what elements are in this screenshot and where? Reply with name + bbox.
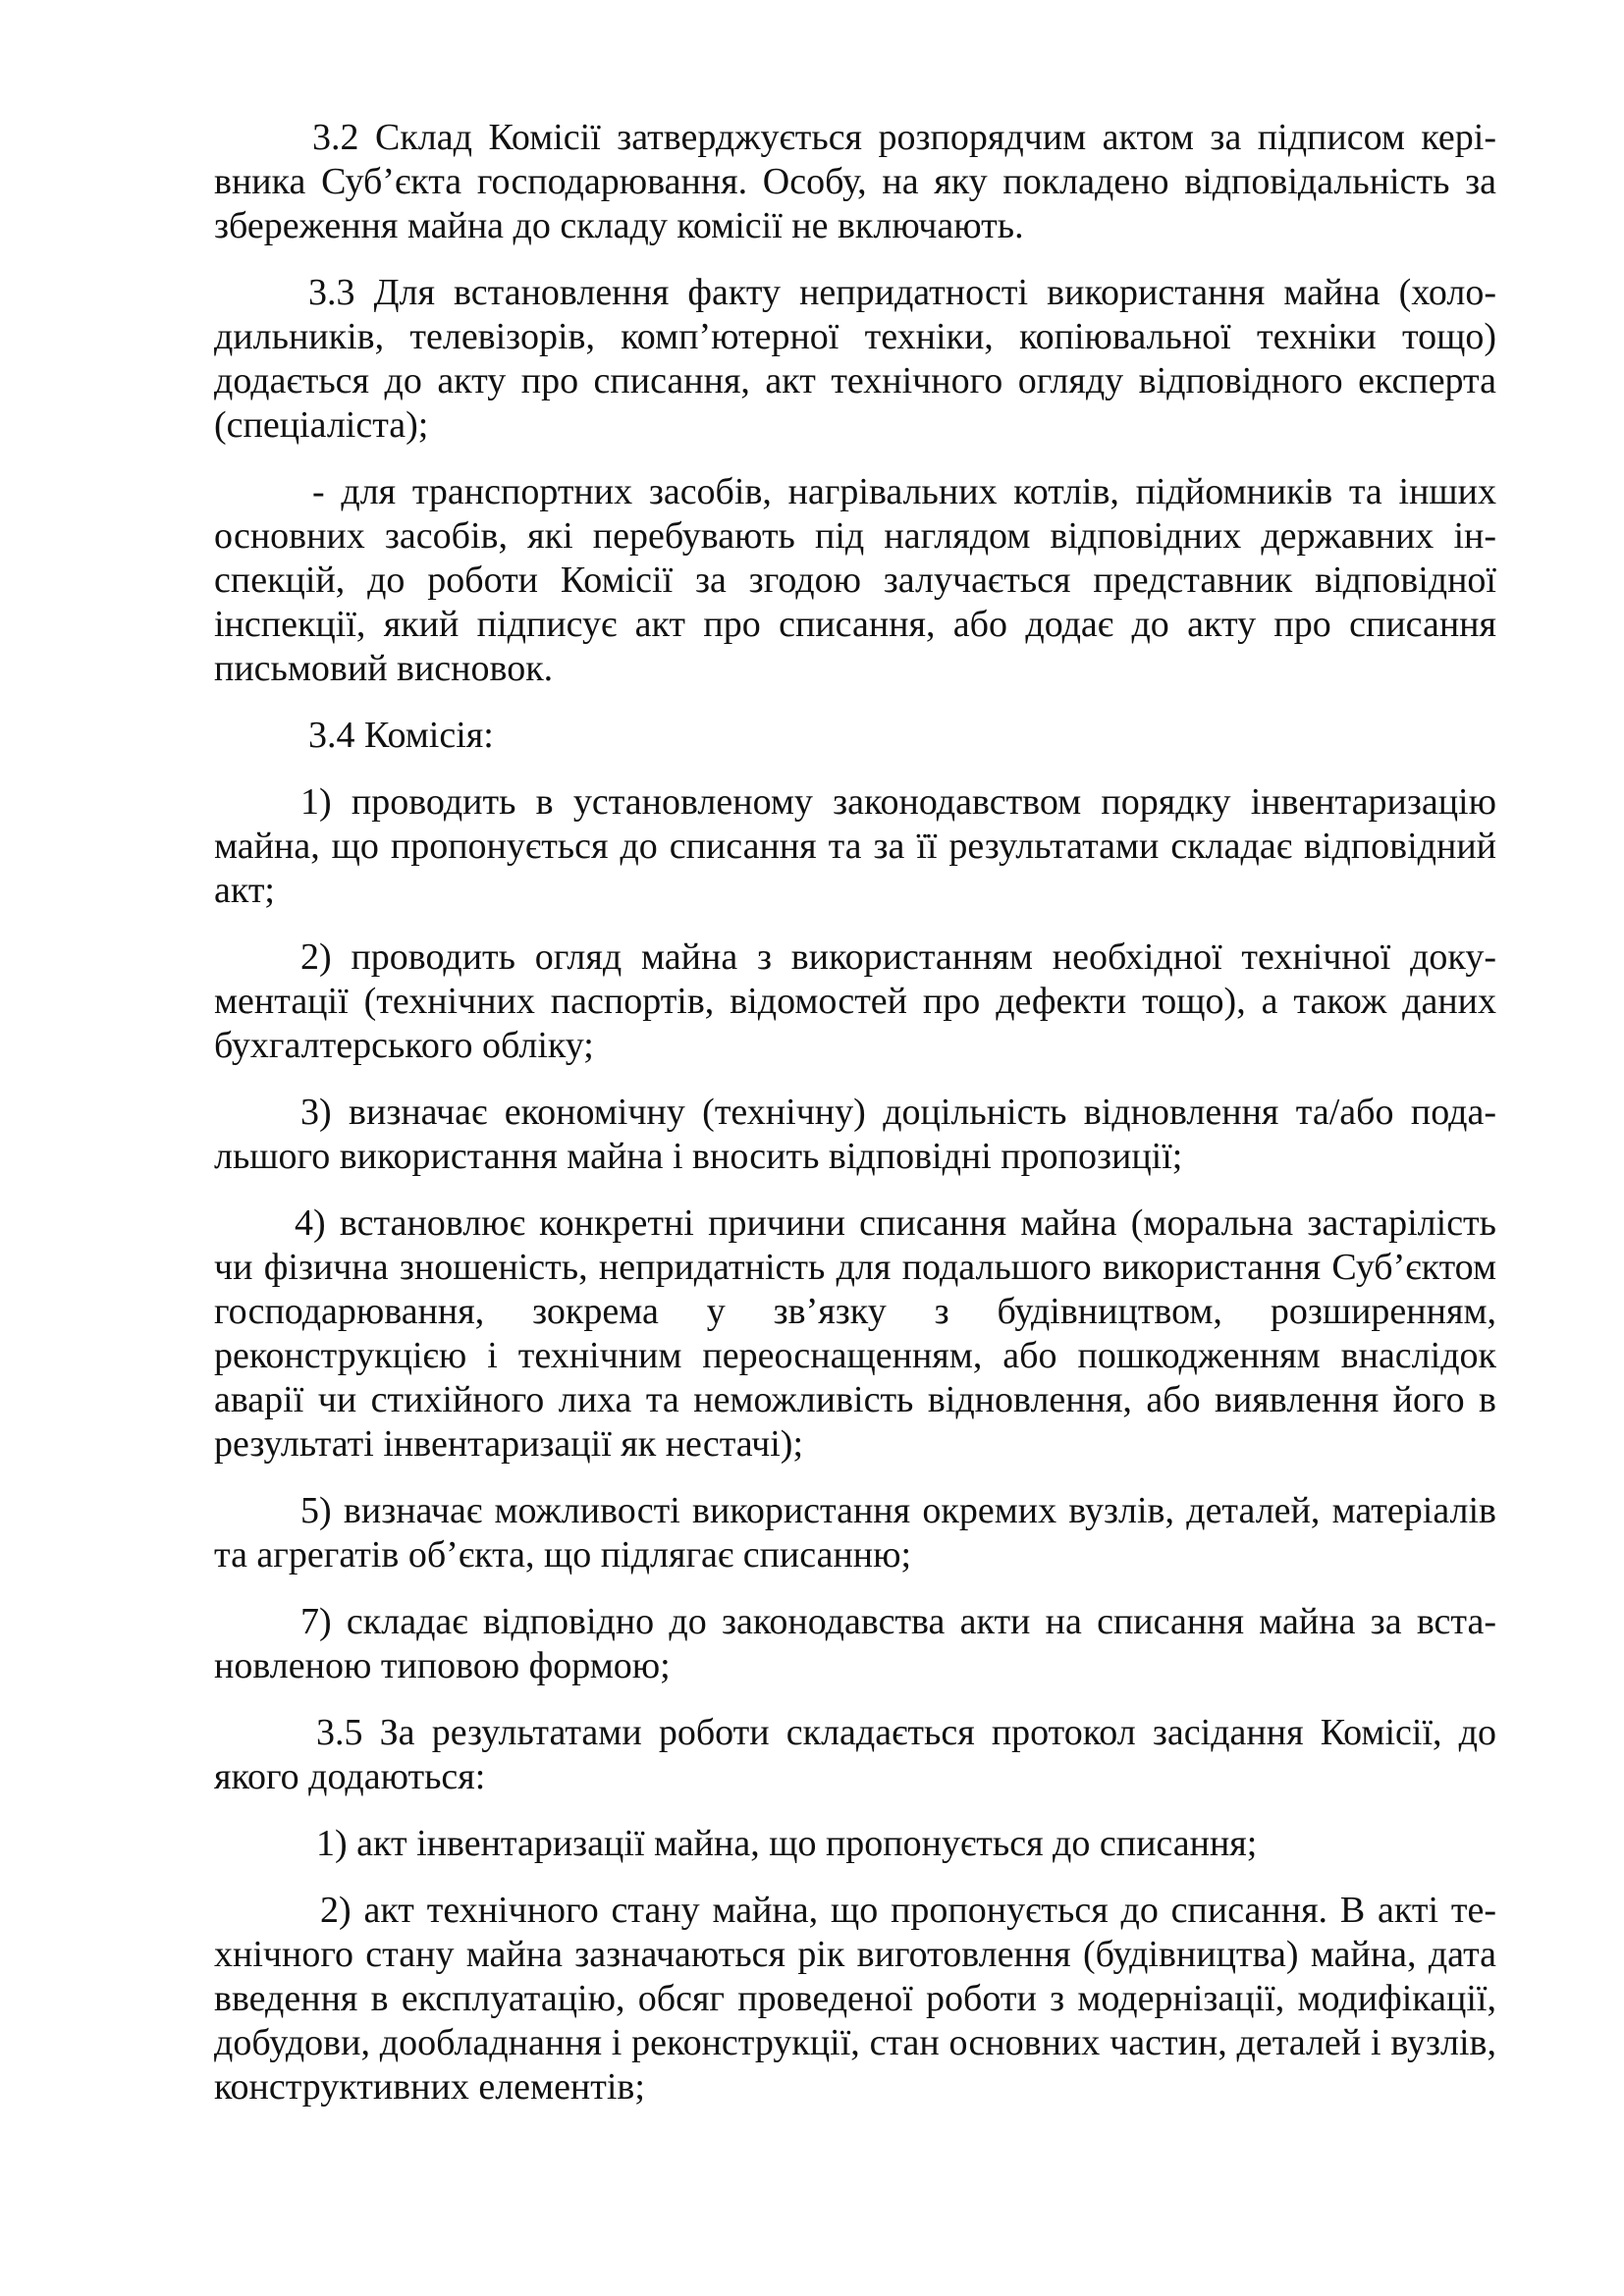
paragraph-3-3: 3.3 Для встановлення факту непридатності використання майна (холодильників, телевізорів, комп’ютерної техніки, копіювальної техніки тощо) додається до акту про списання, акт технічного огляду відповідного експерта (спеціаліста); (214, 272, 1496, 446)
list-item-7: 7) складає відповідно до законодавства акти на списання майна за встановленою типовою формою; (214, 1601, 1496, 1686)
list-item-5: 5) визначає можливості використання окремих вузлів, деталей, матеріалів та агрегатів об’єкта, що підлягає списанню; (214, 1490, 1496, 1575)
paragraph-3-5: 3.5 За результатами роботи складається протокол засідання Комісії, до якого додаються: (214, 1712, 1496, 1797)
attachment-item-1: 1) акт інвентаризації майна, що пропонується до списання; (316, 1823, 1258, 1864)
list-item-2: 2) проводить огляд майна з використанням необхідної технічної документації (технічних паспортів, відомостей про дефекти тощо), а також даних бухгалтерського обліку; (214, 936, 1496, 1066)
list-item-4: 4) встановлює конкретні причини списання майна (моральна застарілість чи фізична зношеність, непридатність для подальшого використання Суб’єктом господарювання, зокрема у зв’язку з будівництвом, розширенням, реконструкцією і технічним переоснащенням, або пошкодженням внаслідок аварії чи стихійного лиха та неможливість відновлення, або виявлення його в результаті інвентаризації як нестачі); (214, 1202, 1496, 1465)
document-page (214, 116, 1496, 2132)
paragraph-3-2: 3.2 Склад Комісії затверджується розпорядчим актом за підписом керівника Суб’єкта господарювання. Особу, на яку покладено відповідальність за збереження майна до складу комісії не включають. (214, 117, 1496, 246)
list-item-3: 3) визначає економічну (технічну) доцільність відновлення та/або подальшого використання майна і вносить відповідні пропозиції; (214, 1092, 1496, 1177)
paragraph-3-4-heading: 3.4 Комісія: (308, 715, 494, 756)
list-item-1: 1) проводить в установленому законодавством порядку інвентаризацію майна, що пропонується до списання та за її результатами складає відповідний акт; (214, 781, 1496, 911)
paragraph-transport-note: - для транспортних засобів, нагрівальних котлів, підйомників та інших основних засобів, які перебувають під наглядом відповідних державних інспекцій, до роботи Комісії за згодою залучається представник відповідної інспекції, який підписує акт про списання, або додає до акту про списання письмовий висновок. (214, 471, 1496, 689)
attachment-item-2: 2) акт технічного стану майна, що пропонується до списання. В акті технічного стану майна зазначаються рік виготовлення (будівництва) майна, дата введення в експлуатацію, обсяг проведеної роботи з модернізації, модифікації, добудови, дообладнання і реконструкції, стан основних частин, деталей і вузлів, конструктивних елементів; (214, 1890, 1496, 2108)
